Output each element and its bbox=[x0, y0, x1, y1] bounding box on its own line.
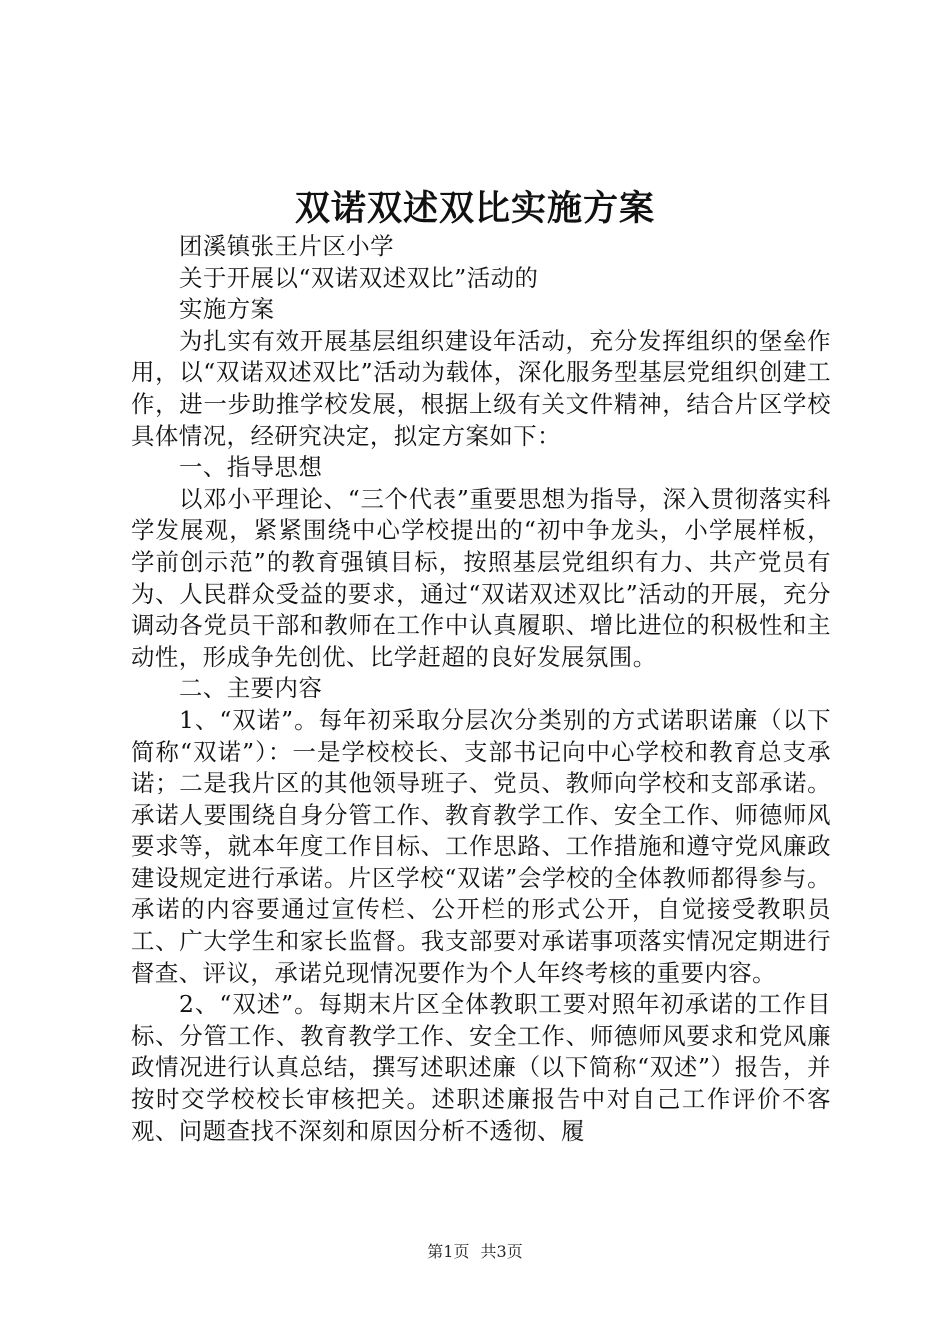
document-body bbox=[131, 231, 831, 1147]
item-shuangshu-paragraph: 2、“双述”。每期末片区全体教职工要对照年初承诺的工作目标、分管工作、教育教学工作、安全工作、师德师风要求和党风廉政情况进行认真总结，撰写述职述廉（以下简称“双述”）报告，并按时交学校校长审核把关。述职述廉报告中对自己工作评价不客观、问题查找不深刻和原因分析不透彻、履 bbox=[131, 990, 831, 1145]
page-total: 共3页 bbox=[480, 1242, 523, 1261]
section-heading-guiding: 一、指导思想 bbox=[179, 453, 323, 482]
intro-paragraph: 为扎实有效开展基层组织建设年活动，充分发挥组织的堡垒作用，以“双诺双述双比”活动为载体，深化服务型基层党组织创建工作，进一步助推学校发展，根据上级有关文件精神，结合片区学校具体情况，经研究决定，拟定方案如下： bbox=[131, 326, 831, 450]
document-title: 双诺双述双比实施方案 bbox=[294, 188, 655, 229]
page-number: 第1页 bbox=[427, 1242, 470, 1261]
subtitle-line-2: 实施方案 bbox=[179, 295, 275, 324]
subtitle-line: 关于开展以“双诺双述双比”活动的 bbox=[179, 263, 539, 292]
guiding-paragraph: 以邓小平理论、“三个代表”重要思想为指导，深入贯彻落实科学发展观，紧紧围绕中心学校提出的“初中争龙头，小学展样板，学前创示范”的教育强镇目标，按照基层党组织有力、共产党员有为、人民群众受益的要求，通过“双诺双述双比”活动的开展，充分调动各党员干部和教师在工作中认真履职、增比进位的积极性和主动性，形成争先创优、比学赶超的良好发展氛围。 bbox=[131, 484, 831, 671]
section-heading-content: 二、主要内容 bbox=[179, 674, 323, 703]
item-shuangnuo-paragraph: 1、“双诺”。每年初采取分层次分类别的方式诺职诺廉（以下简称“双诺”）：一是学校校长、支部书记向中心学校和教育总支承诺；二是我片区的其他领导班子、党员、教师向学校和支部承诺。承诺人要围绕自身分管工作、教育教学工作、安全工作、师德师风要求等，就本年度工作目标、工作思路、工作措施和遵守党风廉政建设规定进行承诺。片区学校“双诺”会学校的全体教师都得参与。承诺的内容要通过宣传栏、公开栏的形式公开，自觉接受教职员工、广大学生和家长监督。我支部要对承诺事项落实情况定期进行督查、评议，承诺兑现情况要作为个人年终考核的重要内容。 bbox=[131, 705, 831, 987]
page-footer bbox=[0, 1242, 950, 1262]
school-name-line: 团溪镇张王片区小学 bbox=[179, 232, 395, 260]
